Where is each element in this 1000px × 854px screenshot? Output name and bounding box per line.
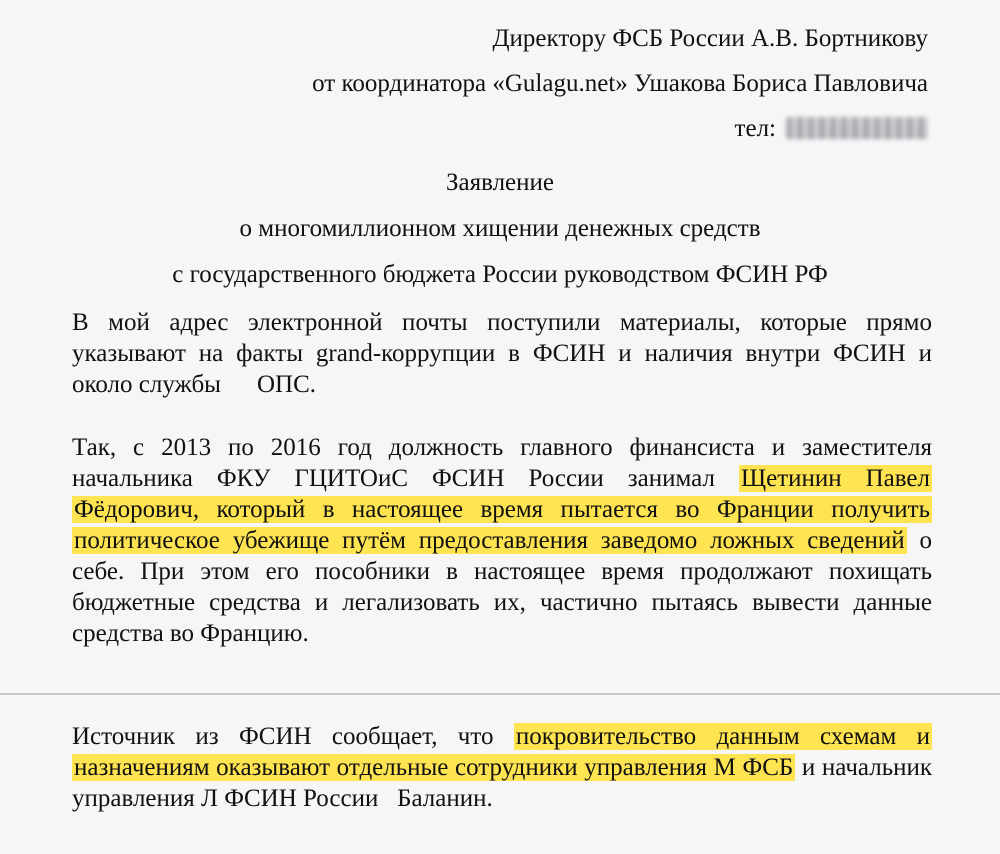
paragraph-1 <box>72 307 932 400</box>
paragraph-2-intro: Так, с 2013 по 2016 год должность главного финансиста и заместителя начальника ФКУ ГЦИТОиС ФСИН России занимал <box>72 434 932 492</box>
section-divider <box>0 693 1000 695</box>
paragraph-3-intro: Источник из ФСИН сообщает, что <box>72 723 494 750</box>
document-title: Заявление <box>445 169 555 196</box>
phone-label: тел: <box>734 115 776 142</box>
paragraph-2-highlight: Щетинин Павел Фёдорович, который в настоящее время пытается во Франции получить политическое убежище путём предоставления заведомо ложных сведений <box>74 465 930 554</box>
paragraph-1-text: В мой адрес электронной почты поступили материалы, которые прямо указывают на факты grand-коррупции в ФСИН и наличия внутри ФСИН и около службы <box>72 309 932 398</box>
redacted-phone-number <box>786 117 928 139</box>
phone-line <box>735 114 928 144</box>
paragraph-1-ending: ОПС. <box>256 371 317 398</box>
addressee-line: Директору ФСБ России А.В. Бортникову <box>492 25 928 52</box>
sender-line: от координатора «Gulagu.net» Ушакова Бориса Павловича <box>312 70 928 97</box>
paragraph-3 <box>72 721 932 814</box>
paragraph-2 <box>72 432 932 649</box>
document-subtitle-line-2: с государственного бюджета России руководством ФСИН РФ <box>172 261 828 288</box>
paragraph-3-highlight: покровительство данным схемам и назначениям оказывают отдельные сотрудники управления М ФСБ <box>74 723 931 781</box>
paragraph-3-ending: и начальник управления Л ФСИН России <box>72 754 932 812</box>
paragraph-2-ending: о себе. При этом его пособники в настоящее время продолжают похищать бюджетные средства и легализовать их, частично пытаясь вывести данные средства во Францию. <box>72 527 932 647</box>
paragraph-3-name: Баланин. <box>397 785 493 812</box>
document-subtitle-line-1: о многомиллионном хищении денежных средств <box>239 215 761 242</box>
